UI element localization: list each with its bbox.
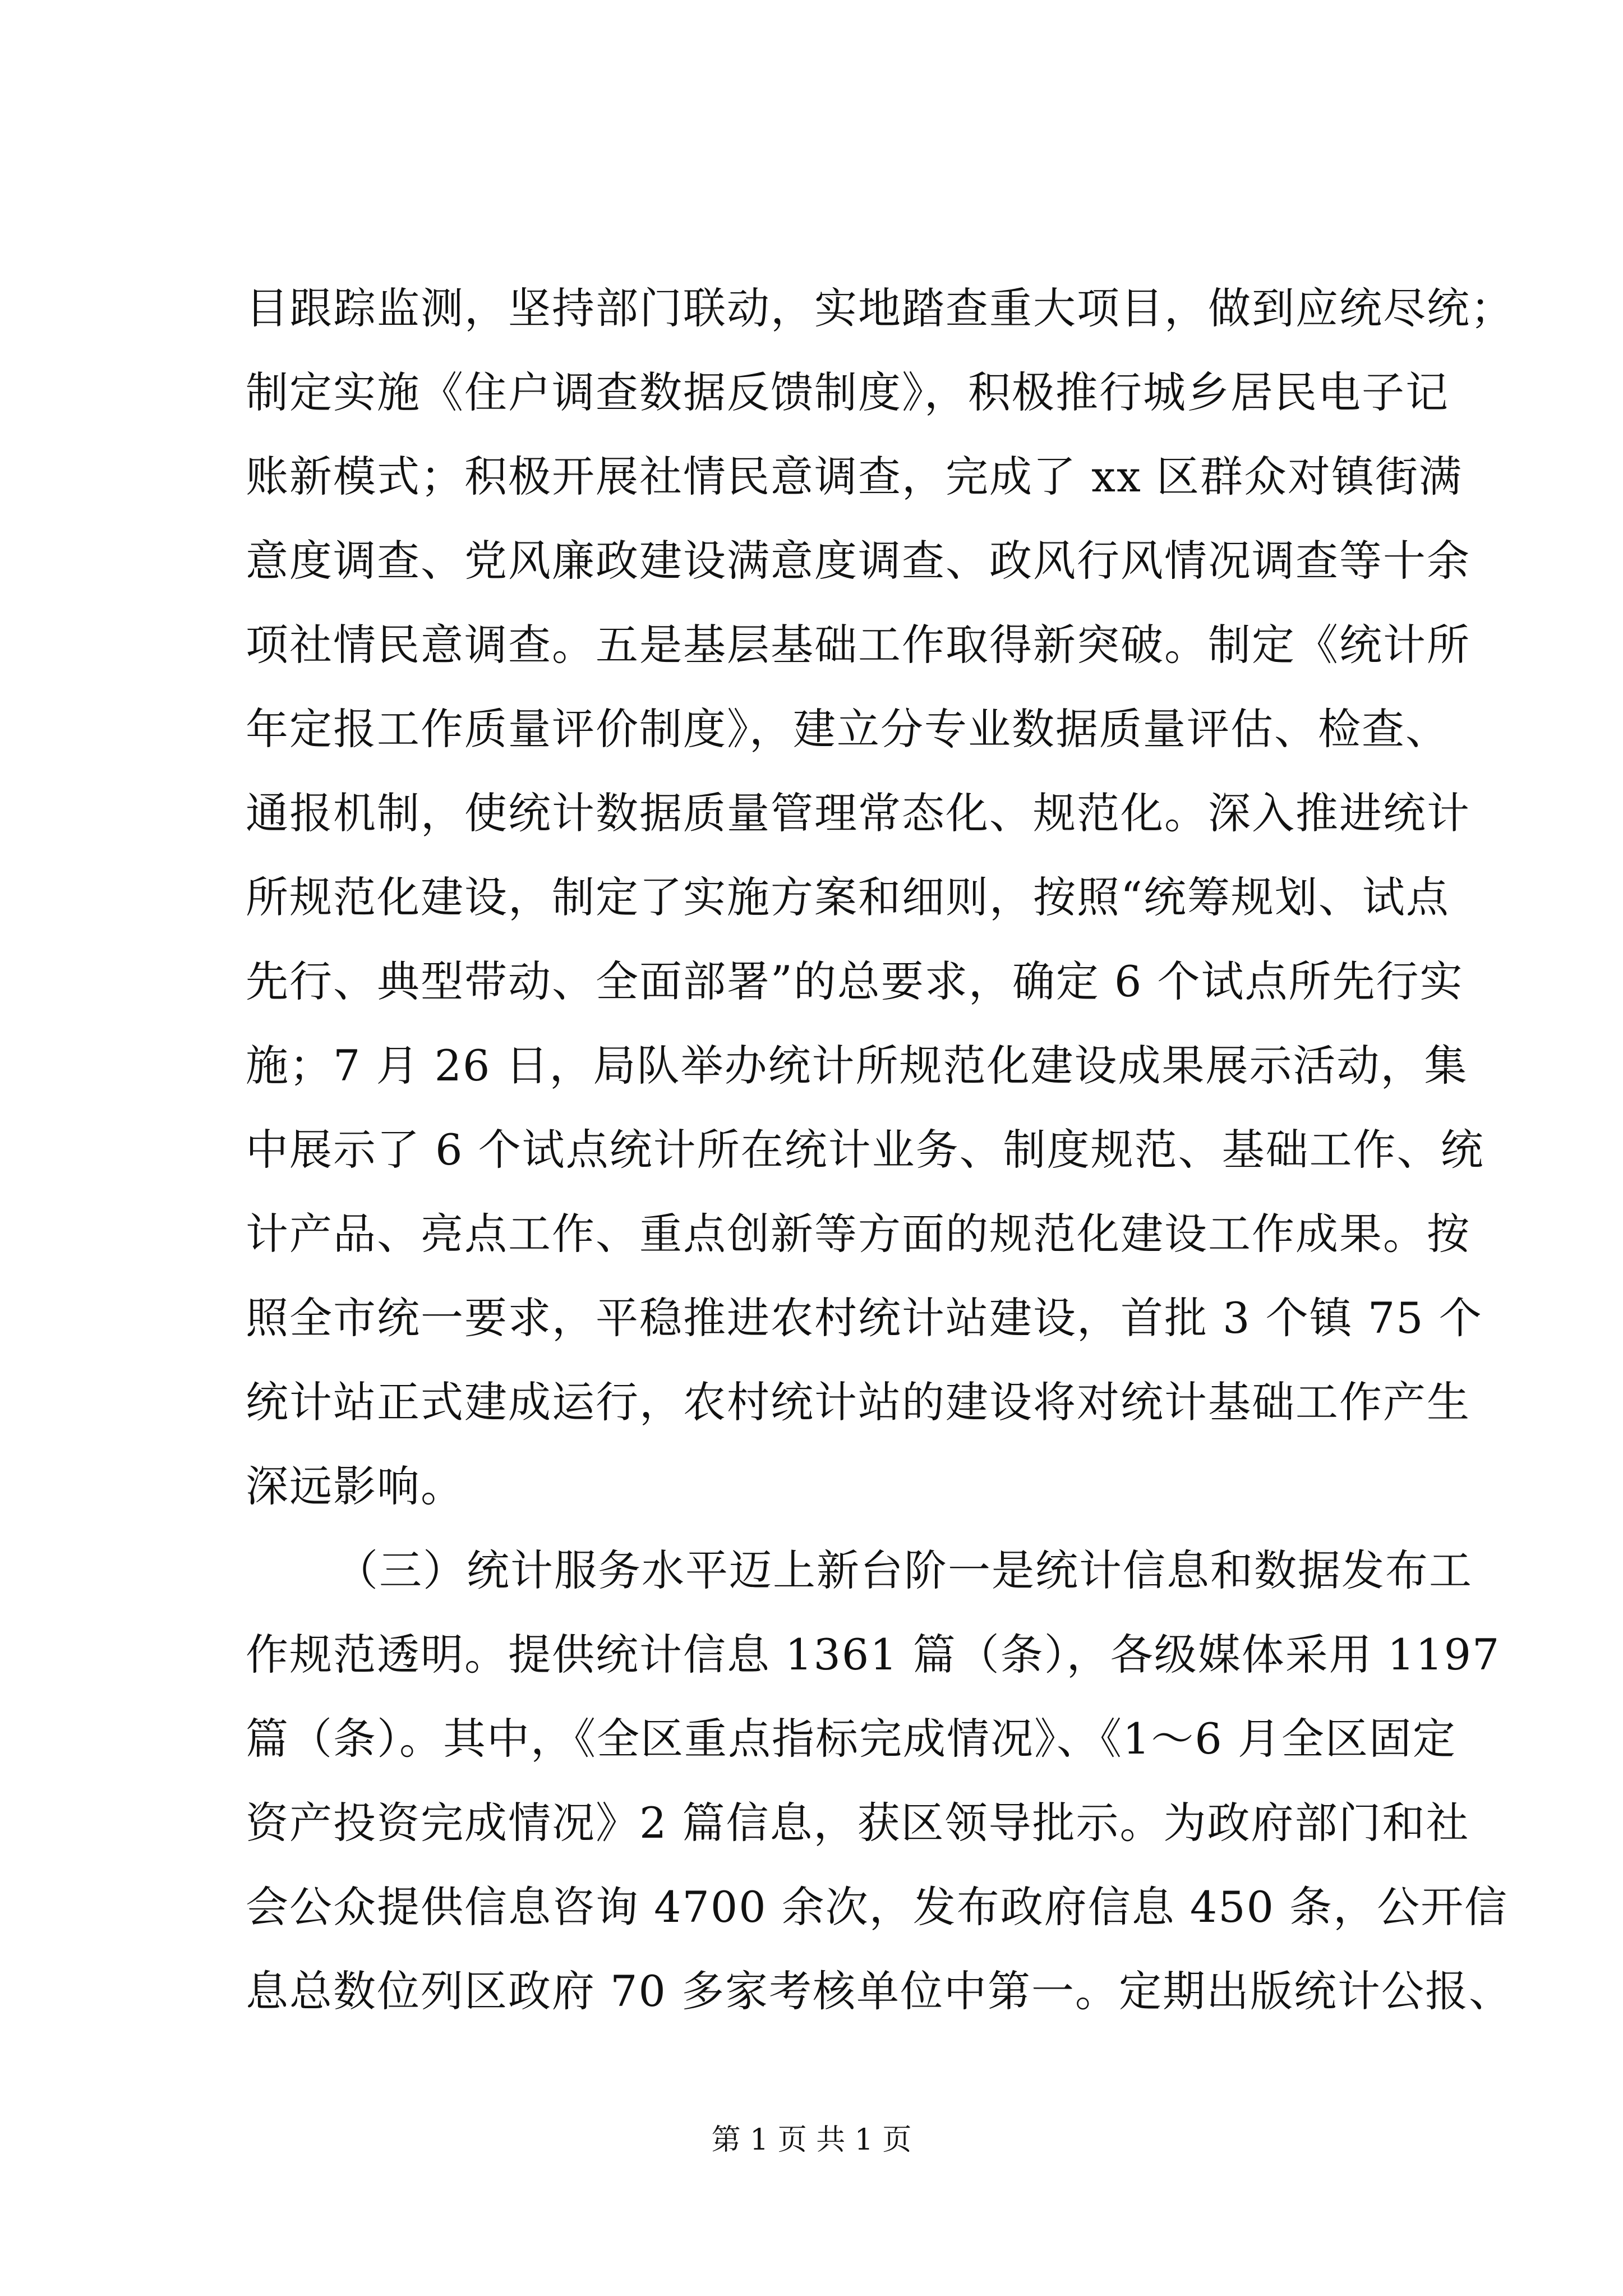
- section-heading-line: （三）统计服务水平迈上新台阶一是统计信息和数据发布工: [335, 1545, 1473, 1595]
- page-number-label: 第 1 页 共 1 页: [711, 2123, 912, 2157]
- text-line: 计产品、亮点工作、重点创新等方面的规范化建设工作成果。按: [246, 1209, 1470, 1259]
- text-line: 所规范化建设，制定了实施方案和细则，按照“统筹规划、试点: [246, 872, 1450, 922]
- text-line: 施；7 月 26 日，局队举办统计所规范化建设成果展示活动，集: [246, 1041, 1468, 1091]
- text-line: 作规范透明。提供统计信息 1361 篇（条），各级媒体采用 1197: [246, 1630, 1501, 1680]
- text-line: 账新模式；积极开展社情民意调查，完成了 xx 区群众对镇街满: [246, 452, 1463, 501]
- text-line: 资产投资完成情况》2 篇信息，获区领导批示。为政府部门和社: [246, 1798, 1470, 1848]
- text-line: 统计站正式建成运行，农村统计站的建设将对统计基础工作产生: [246, 1377, 1470, 1427]
- text-line: 深远影响。: [246, 1461, 464, 1511]
- text-line: 中展示了 6 个试点统计所在统计业务、制度规范、基础工作、统: [246, 1125, 1484, 1175]
- text-line: 目跟踪监测，坚持部门联动，实地踏查重大项目，做到应统尽统；: [246, 283, 1514, 333]
- text-line: 息总数位列区政府 70 多家考核单位中第一。定期出版统计公报、: [246, 1966, 1513, 2016]
- text-line: 会公众提供信息咨询 4700 余次，发布政府信息 450 条，公开信: [246, 1882, 1509, 1932]
- text-line: 意度调查、党风廉政建设满意度调查、政风行风情况调查等十余: [246, 536, 1470, 586]
- text-line: 项社情民意调查。五是基层基础工作取得新突破。制定《统计所: [246, 620, 1470, 670]
- text-line: 制定实施《住户调查数据反馈制度》，积极推行城乡居民电子记: [246, 367, 1449, 417]
- text-line: 照全市统一要求，平稳推进农村统计站建设，首批 3 个镇 75 个: [246, 1293, 1483, 1343]
- text-line: 通报机制，使统计数据质量管理常态化、规范化。深入推进统计: [246, 788, 1470, 838]
- text-line: 先行、典型带动、全面部署”的总要求，确定 6 个试点所先行实: [246, 956, 1464, 1006]
- text-line: 年定报工作质量评价制度》，建立分专业数据质量评估、检查、: [246, 704, 1449, 754]
- text-line: 篇（条）。其中，《全区重点指标完成情况》、《1～6 月全区固定: [246, 1714, 1456, 1764]
- page-footer: [0, 2118, 1623, 2162]
